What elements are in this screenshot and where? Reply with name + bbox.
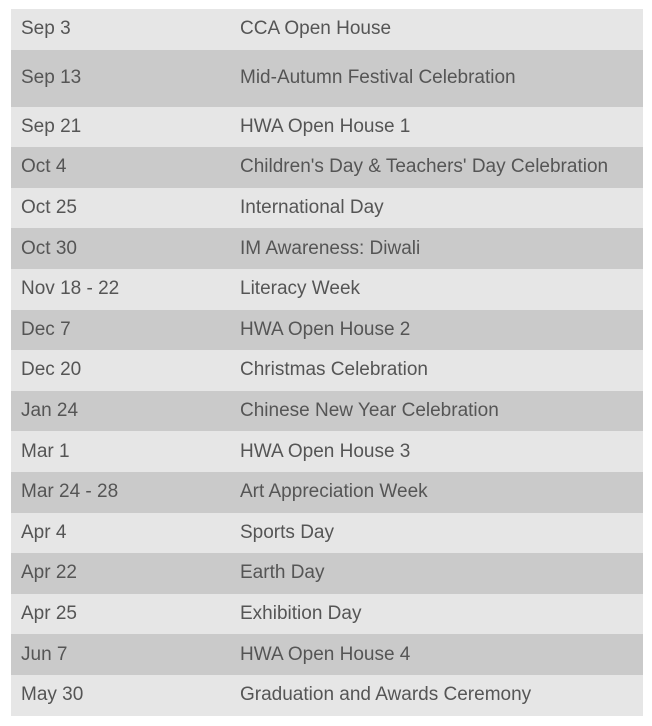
event-date: Mar 1 [11,431,230,472]
event-name: Children's Day & Teachers' Day Celebration [230,147,643,188]
event-name: HWA Open House 4 [230,634,643,675]
table-row [11,350,643,391]
table-row [11,188,643,229]
event-date: Oct 30 [11,228,230,269]
event-name: Christmas Celebration [230,350,643,391]
event-name: Earth Day [230,553,643,594]
event-date: Mar 24 - 28 [11,472,230,513]
event-name: Art Appreciation Week [230,472,643,513]
event-name: CCA Open House [230,9,643,50]
table-row [11,147,643,188]
event-name: HWA Open House 1 [230,107,643,148]
event-name: IM Awareness: Diwali [230,228,643,269]
event-name: Exhibition Day [230,594,643,635]
event-date: Jan 24 [11,391,230,432]
table-row [11,431,643,472]
event-date: Dec 7 [11,310,230,351]
table-row [11,391,643,432]
event-date: Sep 21 [11,107,230,148]
event-date: Sep 3 [11,9,230,50]
event-date: Jun 7 [11,634,230,675]
table-row [11,228,643,269]
event-name: Literacy Week [230,269,643,310]
event-date: Apr 25 [11,594,230,635]
table-row [11,553,643,594]
table-row [11,594,643,635]
event-date: Oct 4 [11,147,230,188]
event-date: Apr 4 [11,513,230,554]
event-date: Apr 22 [11,553,230,594]
event-date: Sep 13 [11,50,230,107]
event-date: Dec 20 [11,350,230,391]
event-name: Sports Day [230,513,643,554]
event-name: Graduation and Awards Ceremony [230,675,643,716]
events-calendar-table [11,9,643,716]
table-row [11,513,643,554]
event-date: May 30 [11,675,230,716]
table-row [11,50,643,107]
table-row [11,675,643,716]
table-row [11,310,643,351]
event-name: Chinese New Year Celebration [230,391,643,432]
table-row [11,634,643,675]
table-row [11,107,643,148]
table-row [11,269,643,310]
event-date: Nov 18 - 22 [11,269,230,310]
table-row [11,472,643,513]
event-date: Oct 25 [11,188,230,229]
event-name: HWA Open House 2 [230,310,643,351]
event-name: HWA Open House 3 [230,431,643,472]
table-row [11,9,643,50]
event-name: International Day [230,188,643,229]
event-name: Mid-Autumn Festival Celebration [230,50,643,107]
